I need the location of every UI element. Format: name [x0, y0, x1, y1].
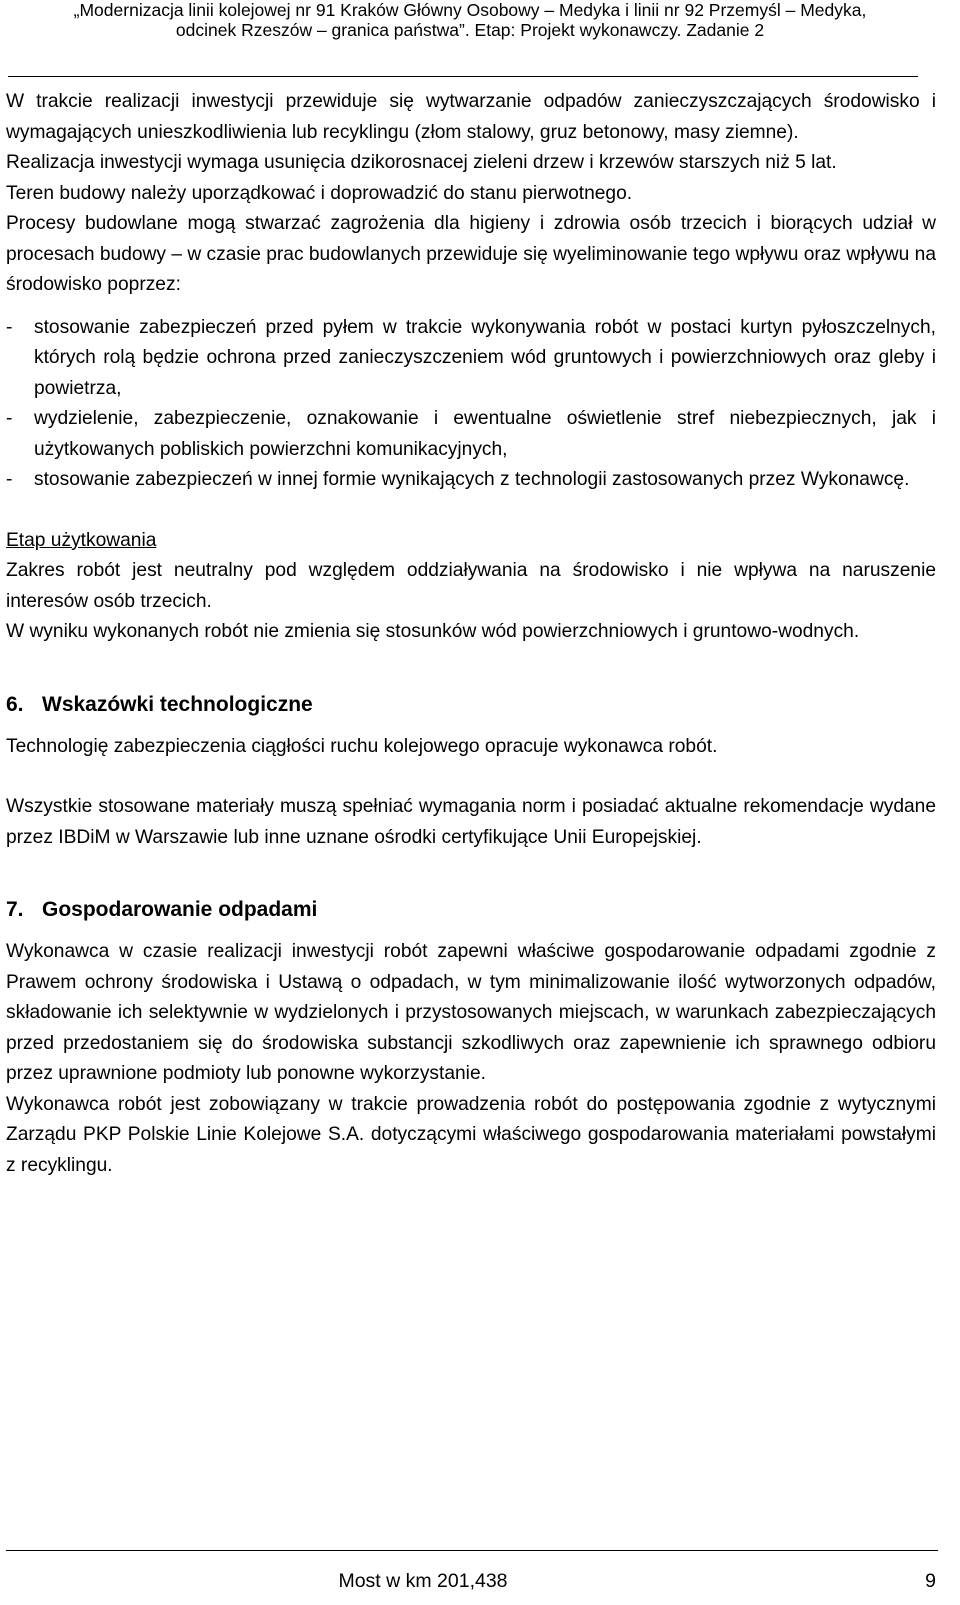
list-dash: -	[6, 408, 13, 429]
paragraph-site-restoration: Teren budowy należy uporządkować i doprowadzić do stanu pierwotnego.	[6, 182, 633, 204]
etap-heading: Etap użytkowania	[6, 529, 157, 551]
header-divider	[8, 76, 918, 77]
section-6-heading	[6, 690, 936, 720]
paragraph-greenery: Realizacja inwestycji wymaga usunięcia dzikorosnacej zieleni drzew i krzewów starszych niż 5 lat.	[6, 152, 837, 173]
section-7-title: Gospodarowanie odpadami	[42, 898, 318, 921]
list-dash: -	[6, 469, 13, 490]
list-item-text: stosowanie zabezpieczeń w innej formie wynikających z technologii zastosowanych przez Wykonawcę.	[34, 469, 910, 490]
footer-divider	[6, 1550, 938, 1551]
list-item	[6, 465, 936, 496]
section-6-paragraph-1: Technologię zabezpieczenia ciągłości ruchu kolejowego opracuje wykonawca robót.	[6, 735, 718, 757]
paragraph-etap-water: W wyniku wykonanych robót nie zmienia się stosunków wód powierzchniowych i gruntowo-wodnych.	[6, 621, 860, 642]
header-line-2: odcinek Rzeszów – granica państwa”. Etap: Projekt wykonawczy. Zadanie 2	[175, 20, 765, 40]
list-item	[6, 404, 936, 465]
paragraph-construction-hazards: Procesy budowlane mogą stwarzać zagrożenia dla higieny i zdrowia osób trzecich i biorących udział w procesach budowy – w czasie prac budowlanych przewiduje się wyeliminowanie tego wpływu oraz wpływu na środowisko poprzez:	[6, 213, 936, 295]
header-line-1: „Modernizacja linii kolejowej nr 91 Kraków Główny Osobowy – Medyka i linii nr 92 Przemyśl – Medyka,	[73, 0, 867, 20]
section-7-number: 7.	[6, 898, 24, 921]
section-7-heading	[6, 895, 936, 925]
page-content	[6, 87, 936, 1181]
section-7-paragraph-2: Wykonawca robót jest zobowiązany w trakcie prowadzenia robót do postępowania zgodnie z wytycznymi Zarządu PKP Polskie Linie Kolejowe S.A. dotyczącymi właściwego gospodarowania materiałami powstałymi z recyklingu.	[6, 1093, 936, 1176]
section-6-paragraph-2: Wszystkie stosowane materiały muszą spełniać wymagania norm i posiadać aktualne rekomendacje wydane przez IBDiM w Warszawie lub inne uznane ośrodki certyfikujące Unii Europejskiej.	[6, 796, 936, 848]
list-dash: -	[6, 316, 13, 338]
section-6-title: Wskazówki technologiczne	[42, 692, 313, 716]
section-7-paragraph-1: Wykonawca w czasie realizacji inwestycji robót zapewni właściwe gospodarowanie odpadami zgodnie z Prawem ochrony środowiska i Ustawą o odpadach, w tym minimalizowanie ilość wytworzonych odpadów, składowanie ich selektywnie w wydzielonych i przystosowanych miejscach, w warunkach zabezpieczających przed przedostaniem się do środowiska substancji szkodliwych oraz zapewnienie ich sprawnego odbioru przez uprawnione podmioty lub ponowne wykorzystanie.	[6, 941, 936, 1084]
footer-title: Most w km 201,438	[338, 1570, 508, 1592]
paragraph-etap-neutral: Zakres robót jest neutralny pod względem oddziaływania na środowisko i nie wpływa na naruszenie interesów osób trzecich.	[6, 560, 936, 612]
list-item-text: wydzielenie, zabezpieczenie, oznakowanie i ewentualne oświetlenie stref niebezpiecznych, jak i użytkowanych pobliskich powierzchni komunikacyjnych,	[34, 408, 936, 460]
paragraph-waste: W trakcie realizacji inwestycji przewiduje się wytwarzanie odpadów zanieczyszczających środowisko i wymagających unieszkodliwienia lub recyklingu (złom stalowy, gruz betonowy, masy ziemne).	[6, 91, 936, 143]
section-6-number: 6.	[6, 692, 24, 716]
running-header	[8, 0, 932, 40]
page-number: 9	[925, 1570, 936, 1592]
list-item	[6, 313, 936, 405]
list-item-text: stosowanie zabezpieczeń przed pyłem w trakcie wykonywania robót w postaci kurtyn pyłoszczelnych, których rolą będzie ochrona przed zanieczyszczeniem wód gruntowych i powierzchniowych oraz gleby i powietrza,	[34, 316, 936, 399]
